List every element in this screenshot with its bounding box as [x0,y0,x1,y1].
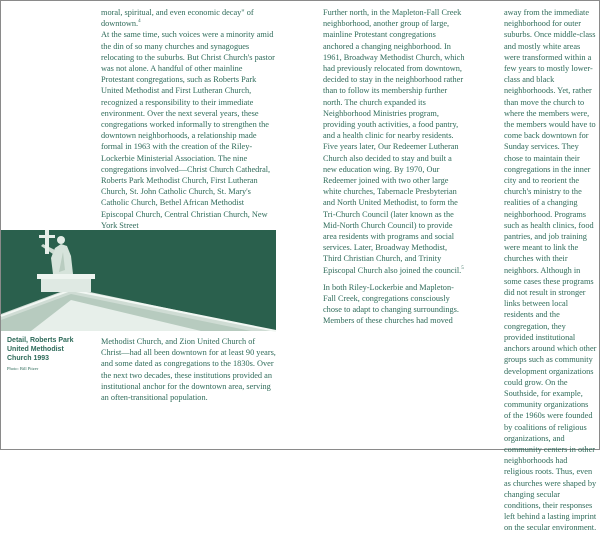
text-column-left-continued [101,336,277,403]
paragraph: In both Riley-Lockerbie and Mapleton-Fall Creek, congregations consciously chose to adapt to changing surroundings. Members of these churches had moved [323,282,459,326]
church-statue-photo [1,230,276,331]
paragraph: At the same time, such voices were a minority amid the din of so many churches and synagogues relocating to the suburbs. But Christ Church's pastor was not alone. A handful of other mainline Protestant congregations, such as Roberts Park United Methodist and First Lutheran Church, recognized a responsibility to their immediate environment. Over the next several years, these congregations worked informally to strengthen the downtown neighborhoods, a relationship made formal in 1963 with the creation of the Riley-Lockerbie Ministerial Association. The nine congregations involved—Christ Church Cathedral, Roberts Park Methodist Church, First Lutheran Church, St. John Catholic Church, St. Mary's Catholic Church, Bethel African Methodist Episcopal Church, Central Christian Church, New York Street [101,30,275,230]
photo-caption [7,336,87,372]
photo-credit: Photo: Bill Pitzer [7,366,39,371]
text-column-right [504,7,597,534]
text-column-left [101,7,277,231]
paragraph: Further north, in the Mapleton-Fall Creek neighborhood, another group of large, mainline Protestant congregations anchored a changing neighborhood. In 1961, Broadway Methodist Church, which had previously relocated from downtown, decided to stay in the neighborhood rather than to follow its membership further north. The church expanded its Neighborhood Ministries program, providing youth activities, a food pantry, and a health clinic for nearby residents. Five years later, Our Redeemer Lutheran Church also decided to stay and built a new education wing. By 1970, Our Redeemer joined with two other large white churches, Tabernacle Presbyterian and North United Methodist, to form the Tri-Church Council (later known as the Mid-North Church Council) to provide area residents with programs and social services. Later, Broadway Methodist, Third Christian Church, and Trinity Episcopal Church also joined the council.$^5$ [323,8,465,275]
caption-title: Detail, Roberts Park United Methodist Church 1993 [7,337,74,362]
paragraph: moral, spiritual, and even economic decay" of downtown.$^4$ [101,8,254,29]
footnote-marker: 5 [461,265,464,271]
text-column-middle [323,7,465,327]
footnote-marker: 4 [138,19,141,25]
photo-illustration [1,230,276,331]
paragraph: away from the immediate neighborhood for outer suburbs. Once middle-class and mostly white areas were transformed within a few years to mostly lower-class and black neighborhoods. Yet, rather than move the church to where the members were, the members would have to come back downtown for Sunday services. They chose to maintain their congregations in the inner city and to reorient the church's ministry to the realities of a changing neighborhood. Programs such as health clinics, food pantries, and job training were meant to link the churches with their neighbors. Although in some cases these programs did not result in stronger links between local residents and the congregation, they provided institutional anchors around which other groups such as community development organizations could grow. On the Southside, for example, community organizations of the 1960s were founded by coalitions of religious organizations, and community centers in other neighborhoods had religious roots. Thus, even as churches were shaped by changing secular conditions, their responses left behind a lasting imprint on the secular environment. [504,8,597,533]
paragraph: Methodist Church, and Zion United Church of Christ—had all been downtown for at least 90 years, and some dated as congregations to the 1830s. Over the next two decades, these institutions provided an institutional anchor for the downtown area, serving an often-transitional population. [101,337,276,403]
